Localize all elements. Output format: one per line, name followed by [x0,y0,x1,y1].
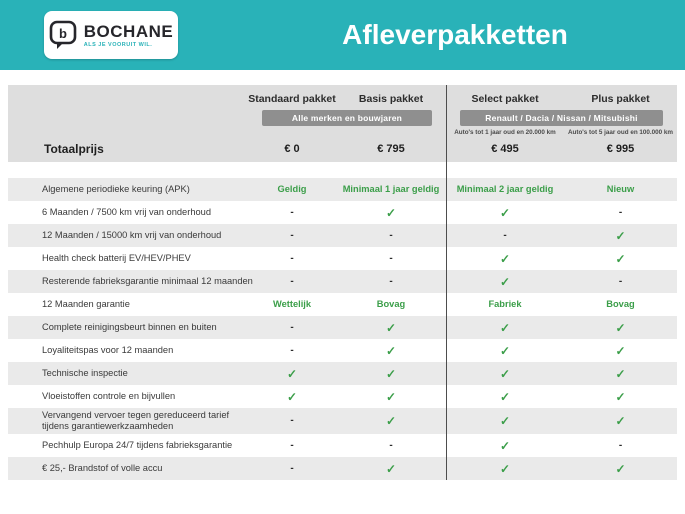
feature-label: Algemene periodieke keuring (APK) [42,184,190,194]
check-icon: ✓ [615,251,626,266]
column-header-select: Select pakket [471,93,539,105]
check-icon: ✓ [286,389,298,404]
brand-name: BOCHANE [83,21,174,41]
dash-mark: - [290,206,294,218]
price-basis: € 795 [377,143,405,155]
feature-value: Minimaal 1 jaar geldig [342,183,440,194]
table-row [8,247,677,270]
group-badge-renault-dacia-nissan-mitsubishi: Renault / Dacia / Nissan / Mitsubishi [460,110,663,126]
feature-label: Vloeistoffen controle en bijvullen [42,391,176,401]
feature-value: Bovag [606,298,635,309]
dash-mark: - [618,206,623,218]
price-plus: € 995 [606,143,635,155]
feature-label: 12 Maanden garantie [42,299,130,309]
table-row [8,385,677,408]
feature-label: Technische inspectie [42,368,128,378]
table-row [8,293,677,316]
table-row [8,434,677,457]
check-icon: ✓ [499,251,511,266]
group-badge-all-brands: Alle merken en bouwjaren [262,110,432,126]
check-icon: ✓ [615,461,626,476]
check-icon: ✓ [499,438,511,453]
dash-mark: - [290,415,294,426]
check-icon: ✓ [615,414,626,428]
check-icon: ✓ [385,320,397,335]
feature-rows [8,178,677,480]
header-bar [0,0,685,70]
feature-label: Vervangend vervoer tegen gereduceerd tarief tijdens garantiewerkzaamheden [42,410,230,431]
check-icon: ✓ [385,389,397,404]
feature-value: Bovag [376,298,406,309]
dash-mark: - [290,462,294,474]
price-standaard: € 0 [284,143,300,155]
dash-mark: - [389,275,393,287]
column-subtitle-select: Auto's tot 1 jaar oud en 20.000 km [454,129,556,136]
dash-mark: - [389,252,393,264]
table-row [8,178,677,201]
feature-label: 12 Maanden / 15000 km vrij van onderhoud [42,230,222,240]
table-row [8,224,677,247]
check-icon: ✓ [615,343,626,358]
feature-value: Minimaal 2 jaar geldig [456,183,554,194]
check-icon: ✓ [385,366,397,381]
check-icon: ✓ [499,320,511,335]
feature-label: Loyaliteitspas voor 12 maanden [42,345,174,355]
column-names-row [8,90,677,109]
price-select: € 495 [491,143,519,155]
feature-value: Wettelijk [272,298,312,309]
table-row [8,316,677,339]
dash-mark: - [290,439,294,451]
column-header-basis: Basis pakket [358,93,424,105]
table-row [8,457,677,480]
total-price-row [8,137,677,156]
column-header-plus: Plus pakket [591,93,650,105]
check-icon: ✓ [499,343,511,358]
check-icon: ✓ [385,343,397,358]
total-price-label: Totaalprijs [44,142,104,156]
column-subtitles-row [8,127,677,137]
check-icon: ✓ [615,320,626,335]
column-subtitle-plus: Auto's tot 5 jaar oud en 100.000 km [567,129,674,136]
table-header [8,85,677,162]
dash-mark: - [290,229,294,241]
check-icon: ✓ [499,274,511,289]
feature-value: Nieuw [606,183,635,194]
dash-mark: - [389,439,393,451]
feature-value: Fabriek [488,298,522,309]
check-icon: ✓ [385,205,397,220]
feature-label: € 25,- Brandstof of volle accu [42,463,163,473]
dash-mark: - [290,321,294,333]
feature-label: Pechhulp Europa 24/7 tijdens fabrieksgarantie [42,440,233,450]
column-header-standaard: Standaard pakket [248,93,336,105]
brand-tagline: ALS JE VOORUIT WIL. [83,41,153,48]
feature-label: Complete reinigingsbeurt binnen en buiten [42,322,217,332]
dash-mark: - [290,344,294,356]
check-icon: ✓ [499,414,511,428]
table-row [8,362,677,385]
group-divider-line [446,85,447,480]
dash-mark: - [618,275,623,287]
table-row [8,270,677,293]
svg-text:b: b [58,26,67,41]
check-icon: ✓ [615,228,626,243]
dash-mark: - [389,229,393,241]
feature-label: Resterende fabrieksgarantie minimaal 12 maanden [42,276,253,286]
group-badges-row [8,109,677,127]
check-icon: ✓ [499,366,511,381]
dash-mark: - [290,275,294,287]
bochane-logo [44,11,178,59]
feature-label: Health check batterij EV/HEV/PHEV [42,253,191,263]
bochane-logo-icon [49,20,77,50]
table-row [8,201,677,224]
dash-mark: - [290,252,294,264]
check-icon: ✓ [385,414,397,428]
page-title: Afleverpakketten [342,19,568,50]
check-icon: ✓ [615,366,626,381]
brand-text [84,23,173,48]
table-row [8,408,677,434]
feature-value: Geldig [277,183,307,194]
check-icon: ✓ [286,366,298,381]
table-row [8,339,677,362]
feature-label: 6 Maanden / 7500 km vrij van onderhoud [42,207,212,217]
dash-mark: - [618,439,623,451]
check-icon: ✓ [499,205,511,220]
check-icon: ✓ [615,389,626,404]
check-icon: ✓ [499,389,511,404]
dash-mark: - [503,229,507,241]
check-icon: ✓ [385,461,397,476]
check-icon: ✓ [499,461,511,476]
